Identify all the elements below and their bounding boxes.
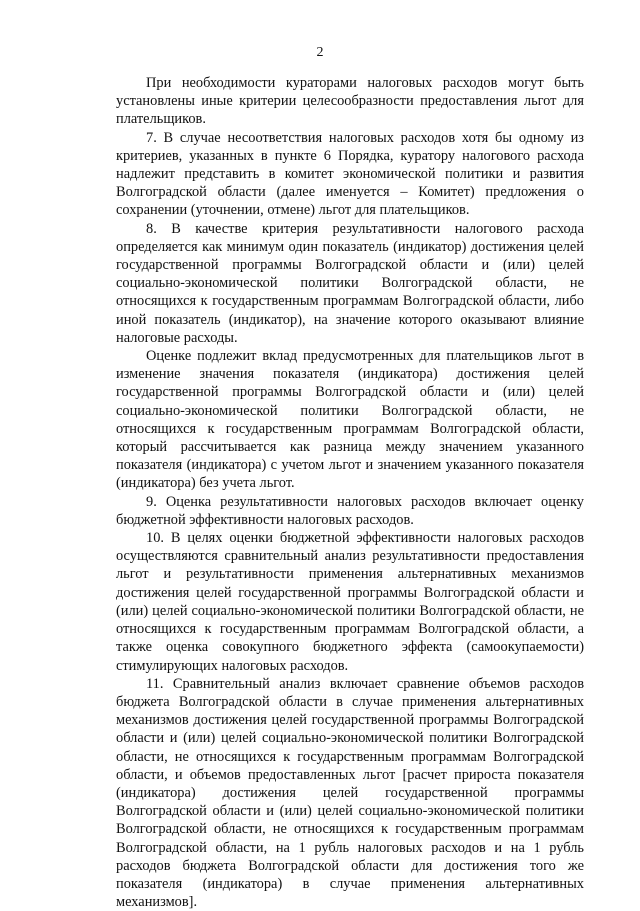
paragraph-item-11: 11. Сравнительный анализ включает сравнение объемов расходов бюджета Волгоградской области в случае применения альтернативных механизмов достижения целей государственной программы Волгоградской области и (или) целей социально-экономической политики Волгоградской области, не относящихся к государственным программам Волгоградской области, и объемов предоставленных льгот [расчет прироста показателя (индикатора) достижения целей государственной программы Волгоградской области и (или) целей социально-экономической политики Волгоградской области, не относящихся к государственным программам Волгоградской области, на 1 рубль налоговых расходов и на 1 рубль расходов бюджета Волгоградской области для достижения того же показателя (индикатора) в случае применения альтернативных механизмов].: [116, 675, 584, 911]
paragraph-item-8: 8. В качестве критерия результативности налогового расхода определяется как минимум один показатель (индикатор) достижения целей государственной программы Волгоградской области и (или) целей социально-экономической политики Волгоградской области, не относящихся к государственным программам Волгоградской области, либо иной показатель (индикатор), на значение которого оказывают влияние налоговые расходы.: [116, 220, 584, 346]
document-body: [116, 74, 584, 911]
paragraph-item-7: 7. В случае несоответствия налоговых расходов хотя бы одному из критериев, указанных в пункте 6 Порядка, куратору налогового расхода надлежит представить в комитет экономической политики и развития Волгоградской области (далее именуется – Комитет) предложения о сохранении (уточнении, отмене) льгот для плательщиков.: [116, 129, 584, 219]
paragraph-item-10: 10. В целях оценки бюджетной эффективности налоговых расходов осуществляются сравнительный анализ результативности предоставления льгот и результативности применения альтернативных механизмов достижения целей государственной программы Волгоградской области и (или) целей социально-экономической политики Волгоградской области, не относящихся к государственным программам Волгоградской области, а также оценка совокупного бюджетного эффекта (самоокупаемости) стимулирующих налоговых расходов.: [116, 530, 584, 674]
paragraph-criteria-curators: При необходимости кураторами налоговых расходов могут быть установлены иные критерии целесообразности предоставления льгот для плательщиков.: [116, 75, 584, 128]
paragraph-assessment-contribution: Оценке подлежит вклад предусмотренных для плательщиков льгот в изменение значения показателя (индикатора) достижения целей государственной программы Волгоградской области и (или) целей социально-экономической политики Волгоградской области, не относящихся к государственным программам Волгоградской области, который рассчитывается как разница между значением указанного показателя (индикатора) с учетом льгот и значением указанного показателя (индикатора) без учета льгот.: [116, 348, 584, 492]
page-number: 2: [316, 45, 324, 60]
paragraph-item-9: 9. Оценка результативности налоговых расходов включает оценку бюджетной эффективности налоговых расходов.: [116, 493, 584, 528]
